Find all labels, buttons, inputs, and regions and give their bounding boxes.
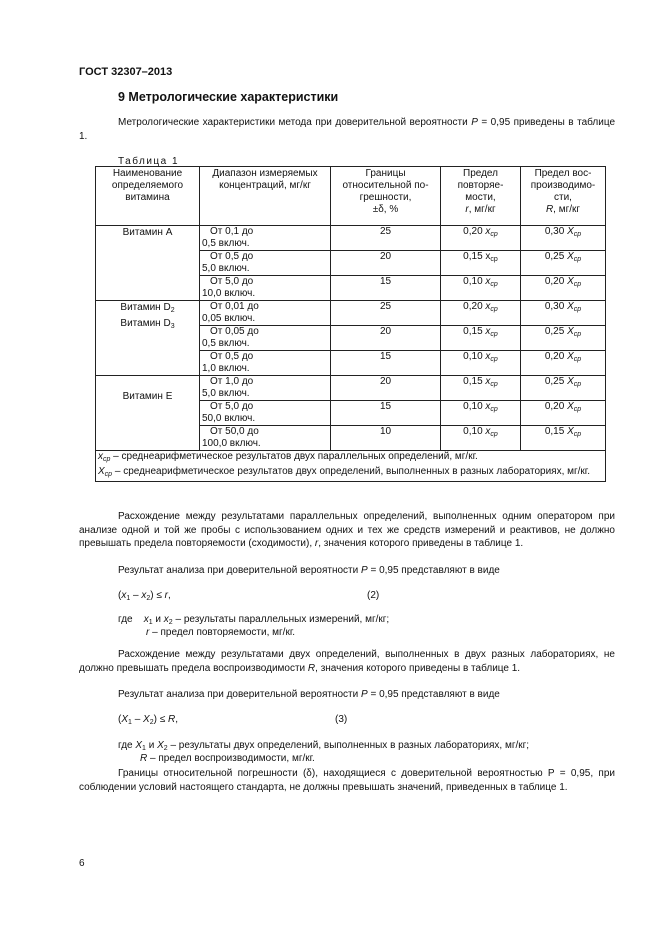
- repeatability-cell: 0,10 $x_{ср}$: [441, 276, 521, 301]
- vitamin-e-cell: Витамин E: [96, 376, 200, 451]
- range-cell: От 1,0 до 5,0 включ.: [200, 376, 331, 401]
- table-header-row: [96, 167, 606, 226]
- where-3: где $X_1$ и $X_2$ – результаты двух определений, выполненных в разных лабораториях, мг/кг;: [118, 740, 530, 752]
- delta-cell: 15: [331, 401, 441, 426]
- table-row: [96, 376, 606, 401]
- delta-cell: 10: [331, 426, 441, 451]
- vitamin-a-cell: Витамин A: [96, 226, 200, 301]
- note-Xcp: $X_{ср}$ – среднеарифметическое результатов двух определений, выполненных в разных лабораториях, мг/кг.: [98, 466, 591, 478]
- formula-2: $(x_1 - x_2) \le r$,: [118, 590, 171, 602]
- page-number: 6: [79, 858, 85, 869]
- reproducibility-cell: 0,20 $X_{ср}$: [521, 401, 606, 426]
- reproducibility-cell: 0,20 $X_{ср}$: [521, 351, 606, 376]
- range-cell: От 5,0 до 10,0 включ.: [200, 276, 331, 301]
- table-row: [96, 301, 606, 326]
- intro-paragraph: Метрологические характеристики метода при доверительной вероятности P = 0,95 приведены в таблице 1.: [79, 117, 616, 142]
- formula-2-number: (2): [367, 590, 380, 601]
- table-notes: [96, 451, 606, 482]
- range-cell: От 0,05 до 0,5 включ.: [200, 326, 331, 351]
- range-cell: От 50,0 до 100,0 включ.: [200, 426, 331, 451]
- range-cell: От 0,5 до 1,0 включ.: [200, 351, 331, 376]
- header-reproducibility: Предел вос-производимо-сти, R, мг/кг: [521, 167, 606, 226]
- delta-cell: 15: [331, 276, 441, 301]
- repeatability-paragraph: Расхождение между результатами параллельных определений, выполненных одним оператором при анализе одной и той же пробы с использованием одних и тех же средств измерений и реактивов, не должно превышать предела повторяемости (сходимости), r, значения которого приведены в таблице 1.: [79, 511, 615, 549]
- reproducibility-cell: 0,15 $X_{ср}$: [521, 426, 606, 451]
- delta-cell: 20: [331, 251, 441, 276]
- table-caption: Таблица 1: [118, 156, 180, 167]
- delta-cell: 15: [331, 351, 441, 376]
- range-cell: От 0,01 до 0,05 включ.: [200, 301, 331, 326]
- where-2-r: r – предел повторяемости, мг/кг.: [146, 627, 296, 638]
- repeatability-cell: 0,15 $x_{ср}$: [441, 376, 521, 401]
- repeatability-cell: 0,10 $x_{ср}$: [441, 426, 521, 451]
- repeatability-cell: 0,20 $x_{ср}$: [441, 301, 521, 326]
- delta-cell: 20: [331, 376, 441, 401]
- header-bounds: Границы относительной по-грешности, ±δ, %: [331, 167, 441, 226]
- header-range: Диапазон измеряемых концентраций, мг/кг: [200, 167, 331, 226]
- table-notes-row: [96, 451, 606, 482]
- reproducibility-paragraph: Расхождение между результатами двух определений, выполненных в двух разных лабораториях, не должно превышать предела воспроизводимости R, значения которого приведены в таблице 1.: [79, 649, 615, 674]
- repeatability-cell: 0,15 $x_{ср}$: [441, 251, 521, 276]
- final-paragraph: Границы относительной погрешности (δ), находящиеся с доверительной вероятностью P = 0,95, при соблюдении условий настоящего стандарта, не должны превышать значений, приведенных в таблице 1.: [79, 768, 615, 793]
- reproducibility-cell: 0,25 $X_{ср}$: [521, 251, 606, 276]
- delta-cell: 20: [331, 326, 441, 351]
- table-row: [96, 226, 606, 251]
- delta-cell: 25: [331, 226, 441, 251]
- result-line-1: Результат анализа при доверительной вероятности P = 0,95 представляют в виде: [118, 565, 500, 576]
- note-xcp: $x_{ср}$ – среднеарифметическое результатов двух параллельных определений, мг/кг.: [98, 451, 478, 463]
- reproducibility-cell: 0,20 $X_{ср}$: [521, 276, 606, 301]
- document-header: ГОСТ 32307–2013: [79, 66, 173, 78]
- delta-cell: 25: [331, 301, 441, 326]
- range-cell: От 0,5 до 5,0 включ.: [200, 251, 331, 276]
- where-3-R: R – предел воспроизводимости, мг/кг.: [140, 753, 315, 764]
- reproducibility-cell: 0,25 $X_{ср}$: [521, 326, 606, 351]
- reproducibility-cell: 0,25 $X_{ср}$: [521, 376, 606, 401]
- repeatability-cell: 0,15 $x_{ср}$: [441, 326, 521, 351]
- section-title: 9 Метрологические характеристики: [118, 90, 339, 104]
- formula-3-number: (3): [335, 714, 348, 725]
- where-2: где $x_1$ и $x_2$ – результаты параллельных измерений, мг/кг;: [118, 614, 390, 626]
- repeatability-cell: 0,20 $x_{ср}$: [441, 226, 521, 251]
- metrology-table: [95, 166, 606, 482]
- header-vitamin: Наименование определяемого витамина: [96, 167, 200, 226]
- reproducibility-cell: 0,30 $X_{ср}$: [521, 226, 606, 251]
- formula-3: $(X_1 - X_2) \le R$,: [118, 714, 179, 726]
- header-repeatability: Предел повторяе-мости, r, мг/кг: [441, 167, 521, 226]
- result-line-2: Результат анализа при доверительной вероятности P = 0,95 представляют в виде: [118, 689, 500, 700]
- vitamin-d-cell: Витамин $D_2$ Витамин $D_3$: [96, 301, 200, 376]
- range-cell: От 0,1 до 0,5 включ.: [200, 226, 331, 251]
- repeatability-cell: 0,10 $x_{ср}$: [441, 401, 521, 426]
- range-cell: От 5,0 до 50,0 включ.: [200, 401, 331, 426]
- repeatability-cell: 0,10 $x_{ср}$: [441, 351, 521, 376]
- reproducibility-cell: 0,30 $X_{ср}$: [521, 301, 606, 326]
